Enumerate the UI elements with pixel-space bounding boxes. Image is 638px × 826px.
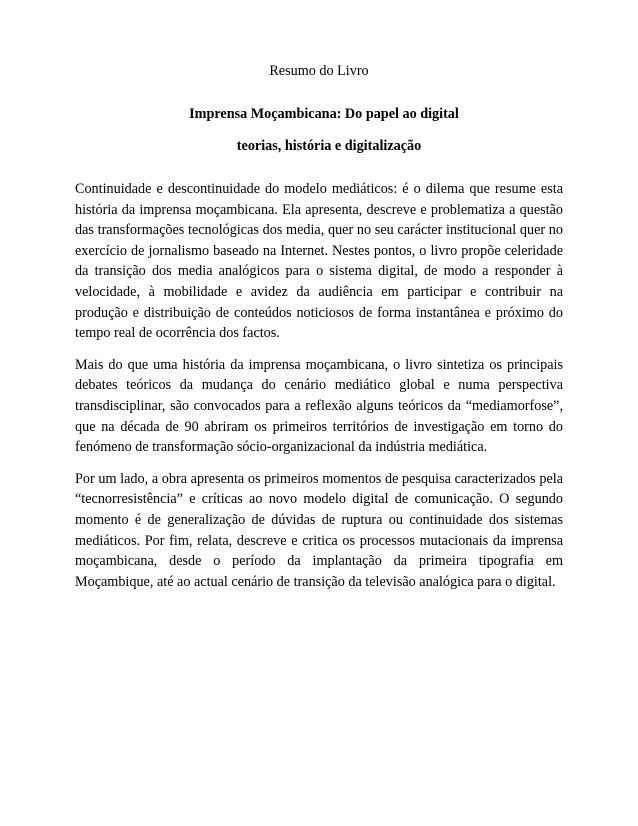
paragraph-2: Mais do que uma história da imprensa moçambicana, o livro sintetiza os principais debates teóricos da mudança do cenário mediático global e numa perspectiva transdisciplinar, são convocados para a reflexão alguns teóricos da “mediamorfose”, que na década de 90 abriram os primeiros territórios de investigação em torno do fenómeno de transformação sócio-organizacional da indústria mediática. [75,356,563,456]
document-label: Resumo do Livro [269,63,369,79]
book-subtitle: teorias, história e digitalização [236,138,422,154]
book-title: Imprensa Moçambicana: Do papel ao digital [189,106,459,122]
summary-body [75,179,563,603]
paragraph-3: Por um lado, a obra apresenta os primeiros momentos de pesquisa caracterizados pela “tecnorresistência” e críticas ao novo modelo digital de comunicação. O segundo momento é de generalização de dúvidas de ruptura ou continuidade dos sistemas mediáticos. Por fim, relata, descreve e critica os processos mutacionais da imprensa moçambicana, desde o período da implantação da primeira tipografia em Moçambique, até ao actual cenário de transição da televisão analógica para o digital. [75,470,563,590]
paragraph-1: Continuidade e descontinuidade do modelo mediáticos: é o dilema que resume esta história da imprensa moçambicana. Ela apresenta, descreve e problematiza a questão das transformações tecnológicas dos media, quer no seu carácter institucional quer no exercício de jornalismo baseado na Internet. Nestes pontos, o livro propõe celeridade da transição dos media analógicos para o sistema digital, de modo a responder à velocidade, à mobilidade e avidez da audiência em participar e contribuir na produção e distribuição de conteúdos noticiosos de forma instantânea e próximo do tempo real de ocorrência dos factos. [75,181,563,342]
